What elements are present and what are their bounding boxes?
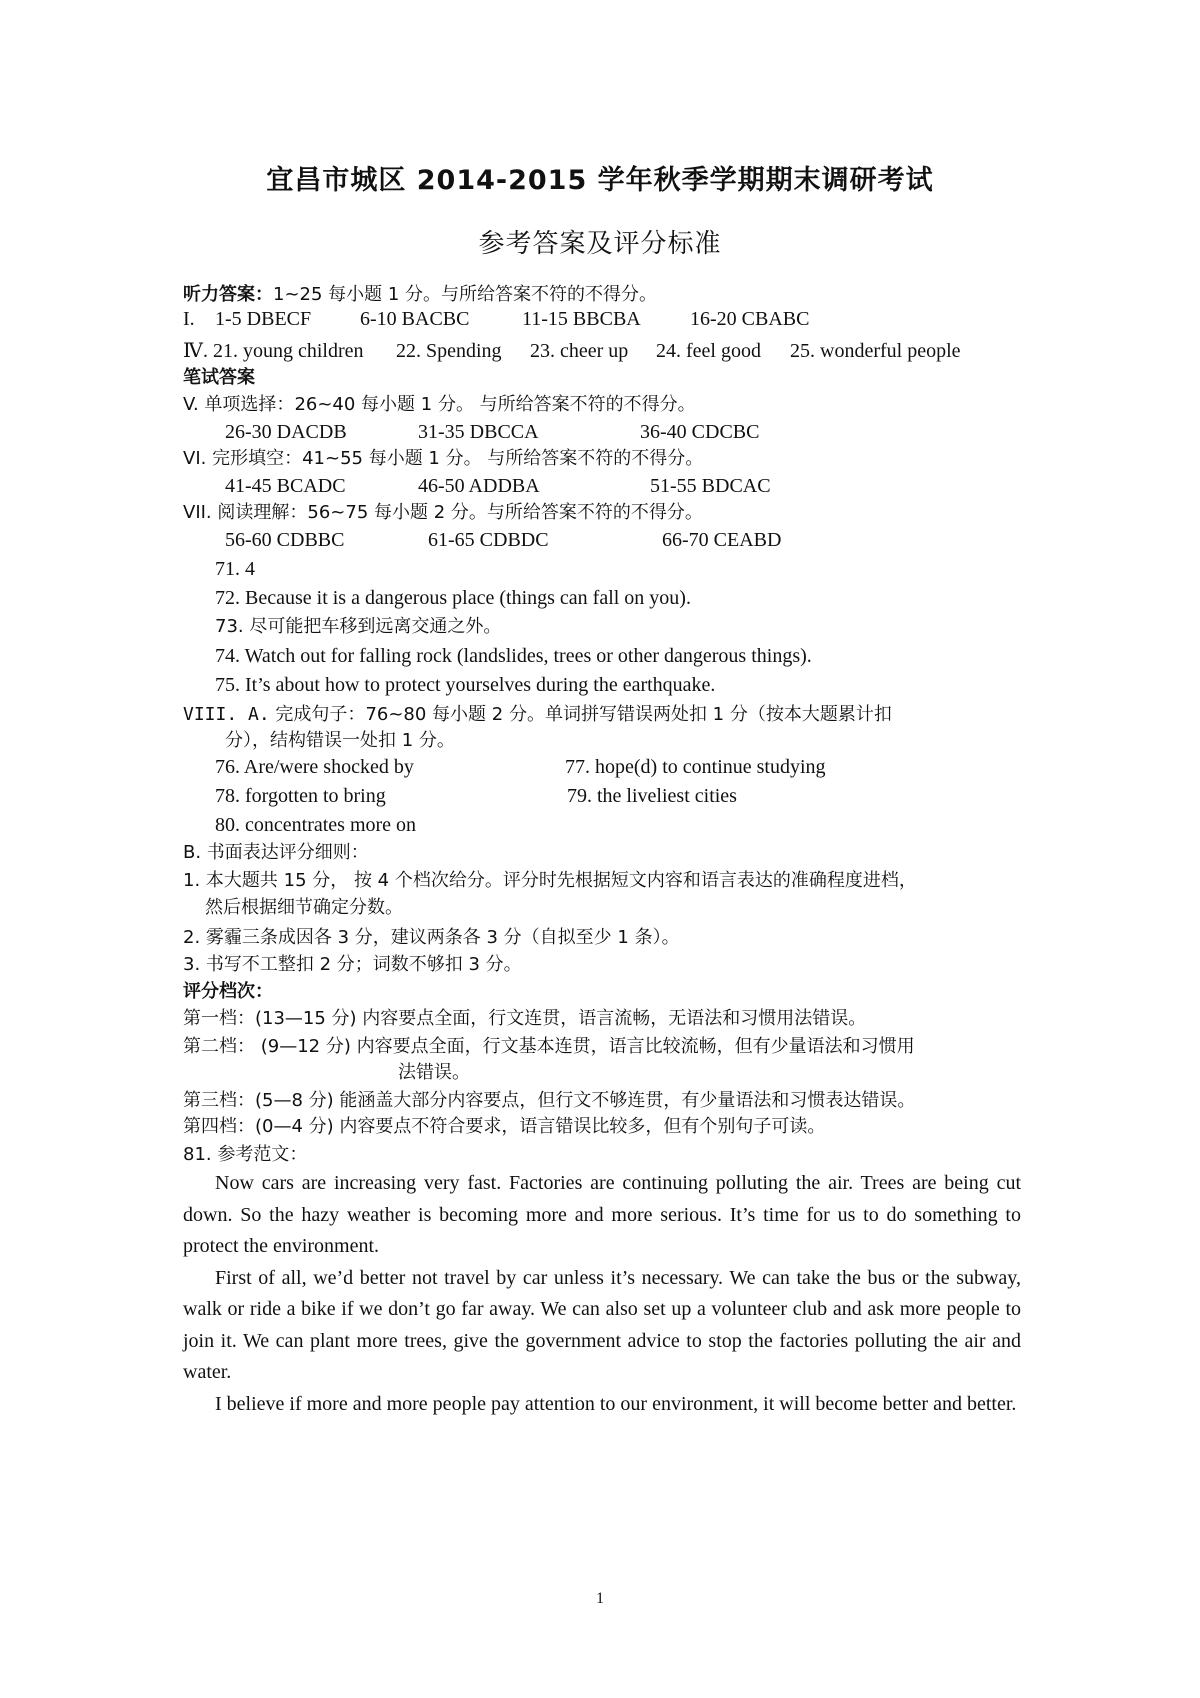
answer-71: 71. 4 bbox=[215, 558, 255, 580]
level-2-cont: 法错误。 bbox=[398, 1062, 470, 1083]
section-v-header bbox=[183, 392, 696, 418]
rule-2: 2. 雾霾三条成因各 3 分，建议两条各 3 分（自拟至少 1 条）。 bbox=[183, 927, 680, 948]
answer-group: 56-60 CDBBC bbox=[225, 529, 345, 551]
answer-group: 26-30 DACDB bbox=[225, 421, 347, 443]
answer-75: 75. It’s about how to protect yourselves during the earthquake. bbox=[215, 674, 716, 696]
level-1: 第一档：(13—15 分) 内容要点全面，行文连贯，语言流畅，无语法和习惯用法错误。 bbox=[183, 1008, 867, 1029]
answer-group: 51-55 BDCAC bbox=[650, 475, 771, 497]
answer-item: 23. cheer up bbox=[530, 340, 629, 362]
section-viii-label: 完成句子： bbox=[269, 704, 366, 725]
written-heading: 笔试答案 bbox=[183, 367, 255, 388]
rule-3: 3. 书写不工整扣 2 分；词数不够扣 3 分。 bbox=[183, 954, 522, 975]
answer-group: 46-50 ADDBA bbox=[418, 475, 540, 497]
section-vii-label: VII. 阅读理解： bbox=[183, 502, 308, 523]
level-3: 第三档：(5—8 分) 能涵盖大部分内容要点，但行文不够连贯，有少量语法和习惯表达错误。 bbox=[183, 1090, 916, 1111]
answer-group: 11-15 BBCBA bbox=[522, 308, 641, 330]
listening-note: 1~25 每小题 1 分。与所给答案不符的不得分。 bbox=[273, 284, 658, 305]
listening-heading: 听力答案： bbox=[183, 284, 273, 305]
answer-79: 79. the liveliest cities bbox=[567, 785, 737, 807]
sample-essay-label: 81. 参考范文： bbox=[183, 1144, 308, 1165]
answer-73: 73. 尽可能把车移到远离交通之外。 bbox=[215, 616, 502, 637]
answer-item: 25. wonderful people bbox=[790, 340, 961, 362]
level-4: 第四档：(0—4 分) 内容要点不符合要求，语言错误比较多，但有个别句子可读。 bbox=[183, 1116, 826, 1137]
section-vi-label: VI. 完形填空： bbox=[183, 448, 303, 469]
answer-item: Ⅳ. 21. young children bbox=[183, 340, 364, 362]
answer-group: 16-20 CBABC bbox=[690, 308, 810, 330]
answer-group: 41-45 BCADC bbox=[225, 475, 346, 497]
document-title: 宜昌市城区 2014-2015 学年秋季学期期末调研考试 bbox=[266, 165, 934, 196]
section-vi-note: 41~55 每小题 1 分。 与所给答案不符的不得分。 bbox=[302, 448, 704, 469]
answer-group: 1-5 DBECF bbox=[215, 308, 312, 330]
essay-paragraph-3: I believe if more and more people pay attention to our environment, it will become better and better. bbox=[215, 1392, 1017, 1415]
roman-label: I. bbox=[183, 308, 195, 330]
rule-1-cont: 然后根据细节确定分数。 bbox=[205, 897, 403, 918]
page-number: 1 bbox=[596, 1590, 604, 1607]
answer-group: 6-10 BACBC bbox=[360, 308, 470, 330]
answer-72: 72. Because it is a dangerous place (things can fall on you). bbox=[215, 587, 691, 609]
section-viii-note: 76~80 每小题 2 分。单词拼写错误两处扣 1 分（按本大题累计扣 bbox=[365, 704, 892, 725]
rule-1: 1. 本大题共 15 分， 按 4 个档次给分。评分时先根据短文内容和语言表达的准确程度进档， bbox=[183, 870, 917, 891]
sample-essay bbox=[183, 1168, 1021, 1420]
answer-78: 78. forgotten to bring bbox=[215, 785, 386, 807]
section-viii-header bbox=[183, 702, 892, 728]
level-2: 第二档： (9—12 分) 内容要点全面，行文基本连贯，语言比较流畅，但有少量语法和习惯用 bbox=[183, 1036, 915, 1057]
section-v-note: 26~40 每小题 1 分。 与所给答案不符的不得分。 bbox=[294, 394, 696, 415]
section-viii-prefix: VIII. A. bbox=[183, 704, 270, 725]
essay-paragraph-1: Now cars are increasing very fast. Factories are continuing polluting the air. Trees are being cut down. So the hazy weather is becoming more and more serious. It’s time for us to do something to protect the environment. bbox=[183, 1172, 1021, 1257]
answer-74: 74. Watch out for falling rock (landslides, trees or other dangerous things). bbox=[215, 645, 812, 667]
answer-group: 61-65 CDBDC bbox=[428, 529, 549, 551]
section-vii-header bbox=[183, 500, 703, 526]
section-vii-note: 56~75 每小题 2 分。与所给答案不符的不得分。 bbox=[307, 502, 703, 523]
listening-header bbox=[183, 282, 657, 308]
section-viii-note-cont: 分），结构错误一处扣 1 分。 bbox=[225, 730, 455, 751]
section-v-label: V. 单项选择： bbox=[183, 394, 295, 415]
answer-group: 31-35 DBCCA bbox=[418, 421, 539, 443]
answer-77: 77. hope(d) to continue studying bbox=[565, 756, 826, 778]
answer-76: 76. Are/were shocked by bbox=[215, 756, 414, 778]
document-subtitle: 参考答案及评分标准 bbox=[478, 229, 722, 259]
answer-group: 36-40 CDCBC bbox=[640, 421, 760, 443]
section-vi-header bbox=[183, 446, 703, 472]
levels-heading: 评分档次： bbox=[183, 981, 273, 1002]
answer-group: 66-70 CEABD bbox=[662, 529, 782, 551]
answer-item: 22. Spending bbox=[396, 340, 502, 362]
essay-paragraph-2: First of all, we’d better not travel by car unless it’s necessary. We can take the bus or the subway, walk or ride a bike if we don’t go far away. We can also set up a volunteer club and ask more people to join it. We can plant more trees, give the government advice to stop the factories polluting the air and water. bbox=[183, 1266, 1021, 1383]
answer-item: 24. feel good bbox=[656, 340, 761, 362]
answer-80: 80. concentrates more on bbox=[215, 814, 417, 836]
section-b-label: B. 书面表达评分细则： bbox=[183, 842, 369, 863]
